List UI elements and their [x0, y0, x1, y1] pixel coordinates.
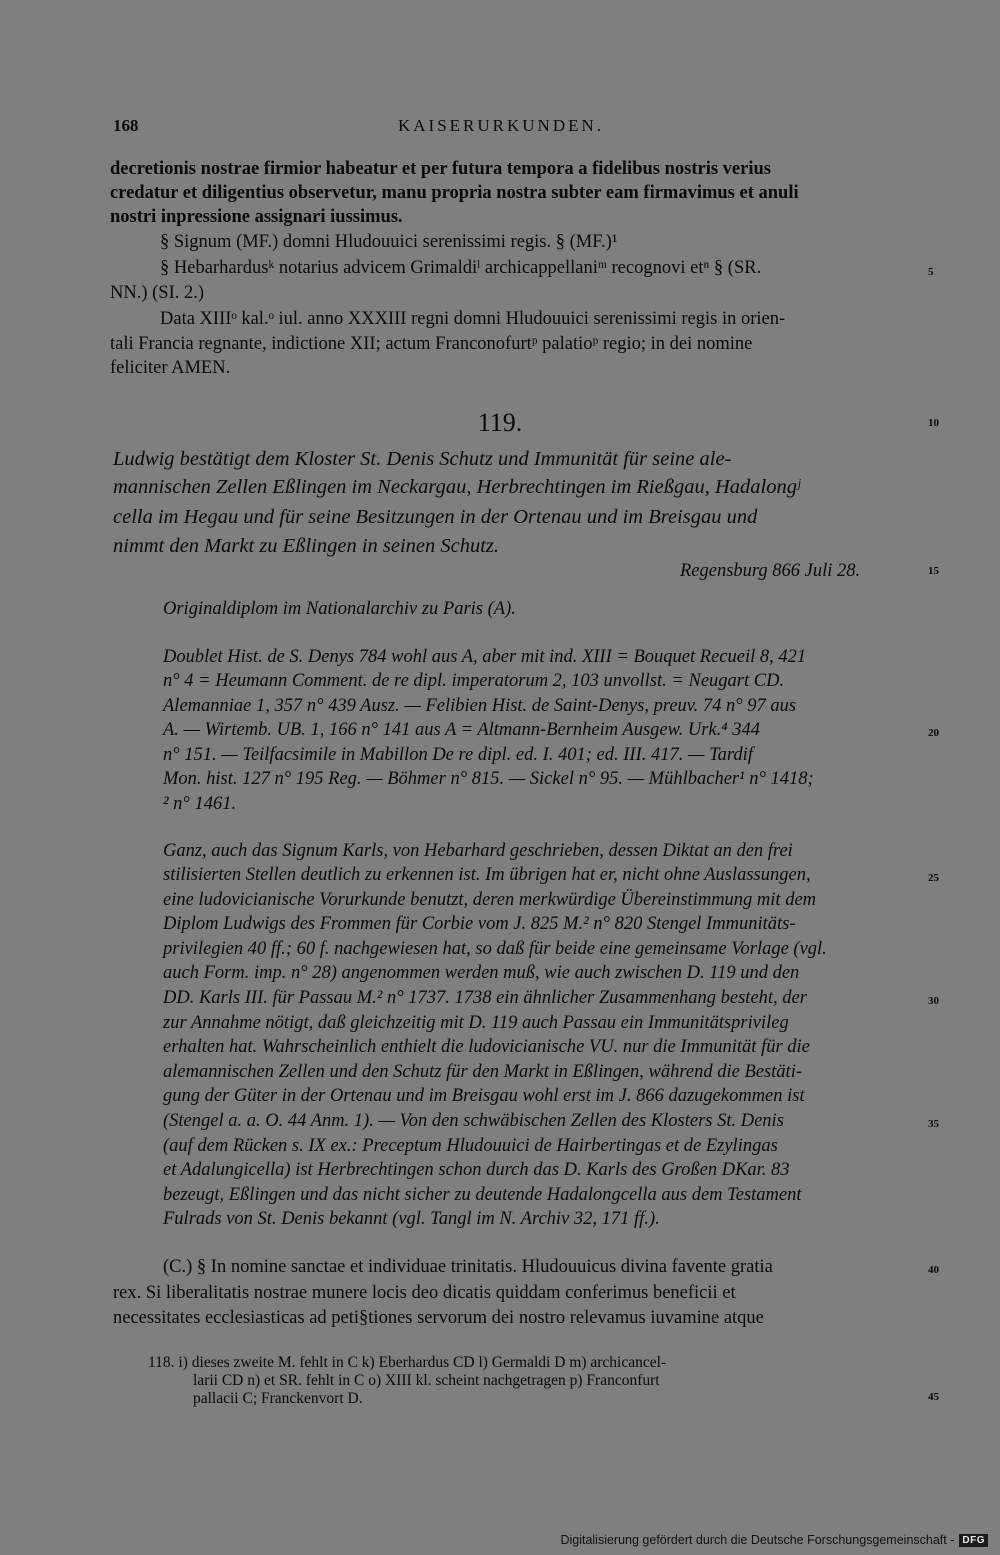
running-title: KAISERURKUNDEN.: [398, 116, 605, 135]
text-line: decretionis nostrae firmior habeatur et per futura tempora a fidelibus nostris verius: [110, 159, 771, 179]
commentary-line: et Adalungicella) ist Herbrechtingen schon durch das D. Karls des Großen DKar. 83: [163, 1160, 790, 1180]
text-line: nostri inpressione assignari iussimus.: [110, 207, 403, 227]
original-note: Originaldiplom im Nationalarchiv zu Paris (A).: [163, 599, 516, 619]
funding-credit-text: Digitalisierung gefördert durch die Deutsche Forschungsgemeinschaft -: [560, 1533, 955, 1547]
commentary-line: DD. Karls III. für Passau M.² n° 1737. 1738 ein ähnlicher Zusammenhang besteht, der: [163, 988, 807, 1008]
margin-line-number: 30: [928, 995, 939, 1007]
commentary-line: (Stengel a. a. O. 44 Anm. 1). — Von den schwäbischen Zellen des Klosters St. Denis: [163, 1111, 784, 1131]
charter-text-line: (C.) § In nomine sanctae et individuae trinitatis. Hludouuicus divina favente gratia: [163, 1257, 773, 1277]
margin-line-number: 35: [928, 1118, 939, 1130]
funding-credit: [560, 1533, 988, 1547]
text-line: credatur et diligentius observetur, manu propria nostra subter eam firmavimus et anuli: [110, 183, 799, 203]
regest-line: nimmt den Markt zu Eßlingen in seinen Schutz.: [113, 535, 500, 557]
dating-line: tali Francia regnante, indictione XII; actum Franconofurtᵖ palatioᵖ regio; in dei nomine: [110, 334, 753, 354]
commentary-line: bezeugt, Eßlingen und das nicht sicher zu deutende Hadalongcella aus dem Testament: [163, 1185, 802, 1205]
bibliography-line: A. — Wirtemb. UB. 1, 166 n° 141 aus A = Altmann-Bernheim Ausgew. Urk.⁴ 344: [163, 720, 761, 740]
signum-line: § Signum (MF.) domni Hludouuici serenissimi regis. § (MF.)¹: [160, 232, 618, 252]
page-number: 168: [113, 116, 139, 135]
date-place: Regensburg 866 Juli 28.: [680, 561, 861, 581]
footnote-line: pallacii C; Franckenvort D.: [193, 1390, 363, 1407]
commentary-line: gung der Güter in der Ortenau und im Breisgau wohl erst im J. 866 dazugekommen ist: [163, 1086, 805, 1106]
footnote-line: larii CD n) et SR. fehlt in C o) XIII kl. scheint nachgetragen p) Franconfurt: [193, 1372, 660, 1389]
margin-line-number: 5: [928, 266, 934, 278]
commentary-line: (auf dem Rücken s. IX ex.: Preceptum Hludouuici de Hairbertingas et de Ezylingas: [163, 1136, 778, 1156]
commentary-line: Fulrads von St. Denis bekannt (vgl. Tangl im N. Archiv 32, 171 ff.).: [163, 1209, 660, 1229]
text-line: NN.) (SI. 2.): [110, 283, 205, 303]
regest-line: mannischen Zellen Eßlingen im Neckargau, Herbrechtingen im Rießgau, Hadalongʲ: [113, 476, 801, 498]
commentary-line: Ganz, auch das Signum Karls, von Hebarhard geschrieben, dessen Diktat an den frei: [163, 841, 793, 861]
bibliography-line: Mon. hist. 127 n° 195 Reg. — Böhmer n° 815. — Sickel n° 95. — Mühlbacher¹ n° 1418;: [163, 769, 814, 789]
dating-line: Data XIIIᵒ kal.ᵒ iul. anno XXXIII regni domni Hludouuici serenissimi regis in orien-: [160, 309, 786, 329]
margin-line-number: 20: [928, 727, 939, 739]
commentary-line: erhalten hat. Wahrscheinlich enthielt die ludovicianische VU. nur die Immunität für die: [163, 1037, 810, 1057]
footnote-line: 118. i) dieses zweite M. fehlt in C k) Eberhardus CD l) Germaldi D m) archicancel-: [148, 1354, 667, 1371]
bibliography-line: Doublet Hist. de S. Denys 784 wohl aus A, aber mit ind. XIII = Bouquet Recueil 8, 421: [163, 647, 807, 667]
regest-line: Ludwig bestätigt dem Kloster St. Denis Schutz und Immunität für seine ale-: [113, 448, 732, 470]
dating-line: feliciter AMEN.: [110, 358, 231, 378]
margin-line-number: 25: [928, 872, 939, 884]
bibliography-line: ² n° 1461.: [163, 794, 237, 814]
commentary-line: alemannischen Zellen und den Schutz für den Markt in Eßlingen, während die Bestäti-: [163, 1062, 802, 1082]
commentary-line: auch Form. imp. n° 28) angenommen werden muß, wie auch zwischen D. 119 und den: [163, 963, 800, 983]
commentary-line: zur Annahme nötigt, daß gleichzeitig mit D. 119 auch Passau ein Immunitätsprivileg: [163, 1013, 789, 1033]
recognition-line: § Hebarhardusᵏ notarius advicem Grimaldiˡ archicappellaniᵐ recognovi etⁿ § (SR.: [160, 258, 762, 278]
charter-text-line: rex. Si liberalitatis nostrae munere locis deo dicatis quiddam conferimus beneficii et: [113, 1283, 736, 1303]
charter-text-line: necessitates ecclesiasticas ad peti§tiones servorum dei nostro relevamus iuvamine atque: [113, 1308, 764, 1328]
margin-line-number: 10: [928, 417, 939, 429]
commentary-line: eine ludovicianische Vorurkunde benutzt, deren merkwürdige Übereinstimmung mit dem: [163, 890, 817, 910]
commentary-line: privilegien 40 ff.; 60 f. nachgewiesen hat, so daß für beide eine gemeinsame Vorlage (vgl.: [163, 939, 827, 959]
commentary-line: Diplom Ludwigs des Frommen für Corbie vom J. 825 M.² n° 820 Stengel Immunitäts-: [163, 914, 796, 934]
commentary-line: stilisierten Stellen deutlich zu erkennen ist. Im übrigen hat er, nicht ohne Auslassungen,: [163, 865, 811, 885]
dfg-logo: DFG: [959, 1534, 988, 1547]
margin-line-number: 15: [928, 565, 939, 577]
margin-line-number: 40: [928, 1264, 939, 1276]
bibliography-line: n° 151. — Teilfacsimile in Mabillon De re dipl. ed. I. 401; ed. III. 417. — Tardif: [163, 745, 753, 765]
margin-line-number: 45: [928, 1391, 939, 1403]
document-number: 119.: [477, 408, 523, 437]
regest-line: cella im Hegau und für seine Besitzungen in der Ortenau und im Breisgau und: [113, 506, 758, 528]
bibliography-line: n° 4 = Heumann Comment. de re dipl. imperatorum 2, 103 unvollst. = Neugart CD.: [163, 671, 785, 691]
bibliography-line: Alemanniae 1, 357 n° 439 Ausz. — Felibien Hist. de Saint-Denys, preuv. 74 n° 97 aus: [163, 696, 797, 716]
